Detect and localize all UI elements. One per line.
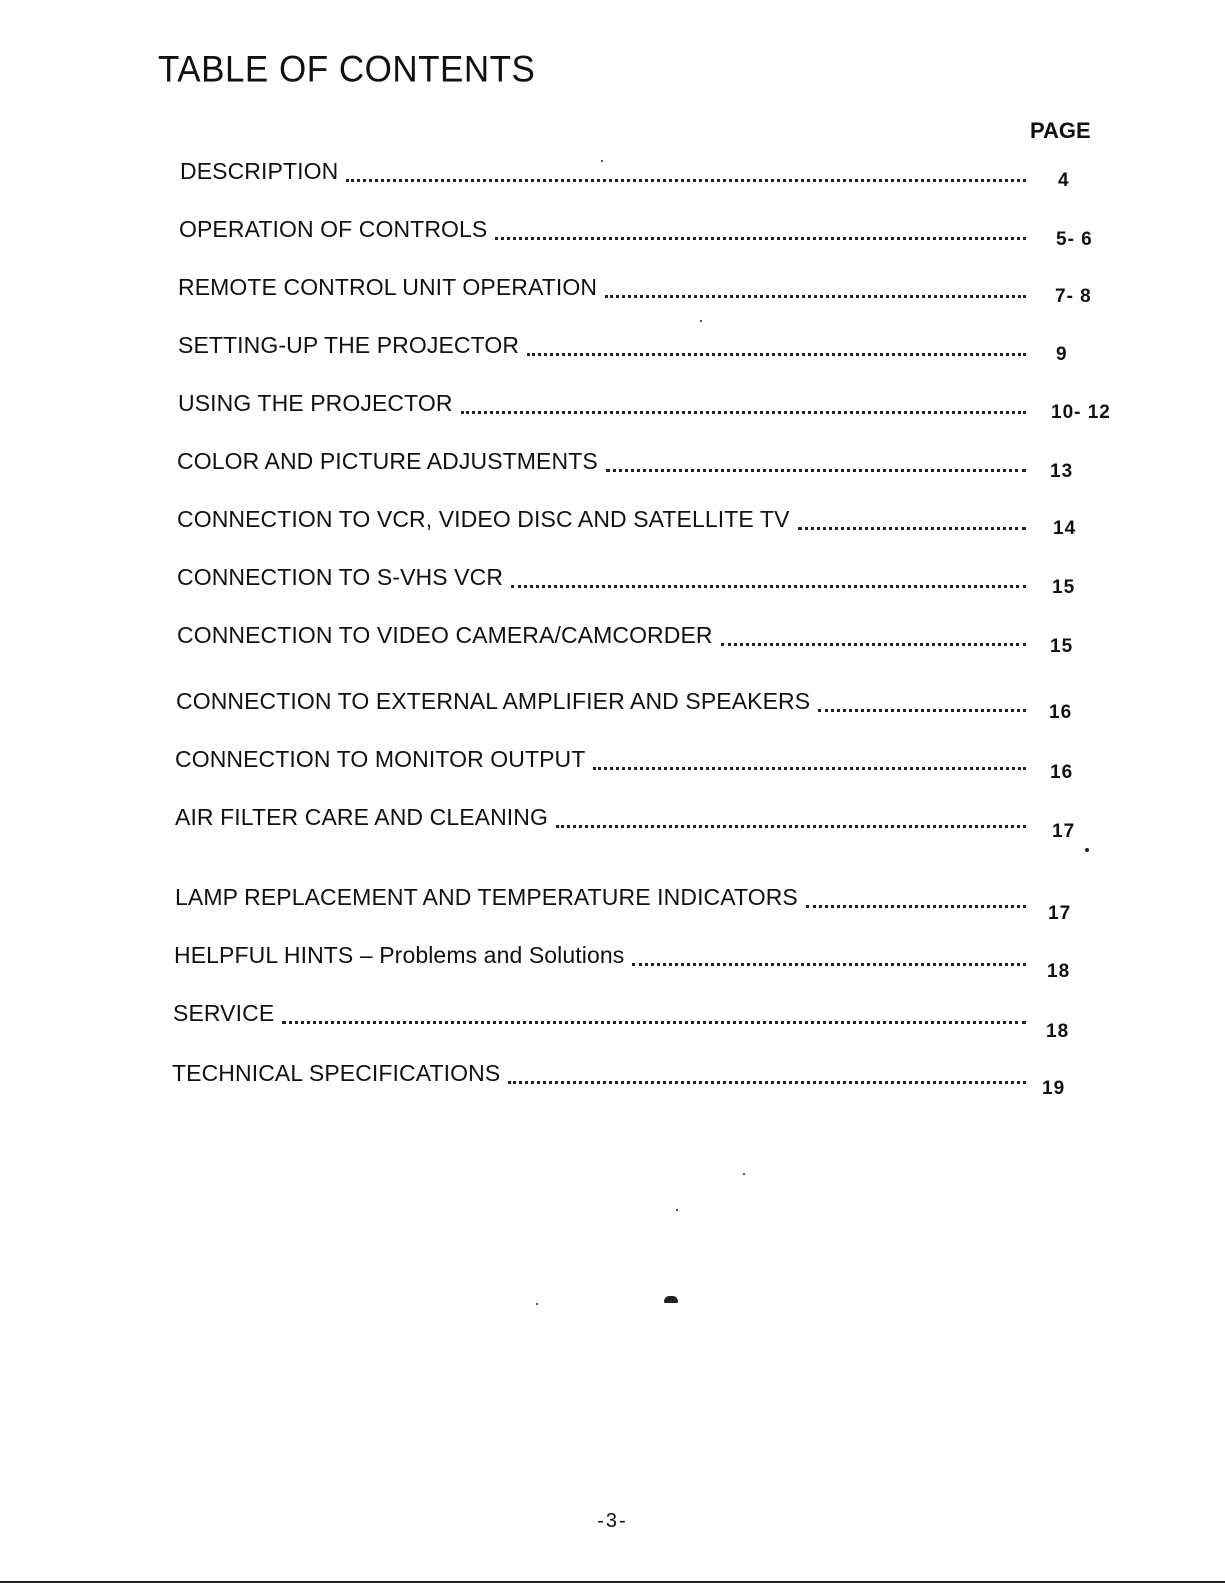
toc-page-number: 4 [1058,170,1070,191]
toc-entry [177,622,1032,652]
dot-leader [508,1079,1026,1084]
dot-leader [606,467,1026,472]
dot-leader [806,903,1026,908]
scan-speck [676,1209,678,1211]
toc-entry-label: HELPFUL HINTS – Problems and Solutions [174,942,625,968]
toc-entry [175,884,1032,914]
toc-entry-label: TECHNICAL SPECIFICATIONS [172,1060,501,1086]
dot-leader [346,177,1026,182]
toc-entry [174,942,1032,972]
scan-speck [700,320,702,322]
dot-leader [721,641,1026,646]
toc-page-number: 18 [1047,961,1071,982]
toc-entry-label: AIR FILTER CARE AND CLEANING [175,804,549,830]
toc-page-number: 17 [1048,903,1072,924]
toc-entry [178,274,1032,304]
toc-page-number: 9 [1056,344,1068,365]
toc-page-number: 16 [1050,762,1074,783]
page-title: TABLE OF CONTENTS [158,49,536,90]
dot-leader [605,293,1026,298]
toc-entry-label: DESCRIPTION [180,158,339,184]
toc-page-number: 7- 8 [1055,286,1092,307]
toc-entry-label: CONNECTION TO VIDEO CAMERA/CAMCORDER [177,622,713,648]
toc-entry [179,216,1032,246]
toc-entry [178,390,1032,420]
dot-leader [461,409,1026,414]
dot-leader [511,583,1026,588]
dot-leader [282,1019,1026,1024]
toc-entry [178,332,1032,362]
toc-entry-label: SERVICE [173,1000,275,1026]
toc-entry-label: USING THE PROJECTOR [178,390,453,416]
toc-page-number: 16 [1049,702,1073,723]
toc-page-number: 10- 12 [1051,402,1111,423]
dot-leader [798,525,1026,530]
dot-leader [556,823,1026,828]
dot-leader [632,961,1026,966]
dot-leader [495,235,1026,240]
toc-entry-label: LAMP REPLACEMENT AND TEMPERATURE INDICATORS [175,884,798,910]
toc-entry-label: CONNECTION TO EXTERNAL AMPLIFIER AND SPEAKERS [176,688,811,714]
dot-leader [527,351,1026,356]
toc-page-number: 17 [1052,821,1076,842]
scan-speck [743,1173,745,1175]
toc-entry [176,688,1032,718]
toc-entry [177,506,1032,536]
toc-page-number: 18 [1046,1021,1070,1042]
toc-entry [177,448,1032,478]
page-column-header: PAGE [1030,118,1091,143]
toc-entry-label: CONNECTION TO VCR, VIDEO DISC AND SATELLITE TV [177,506,790,532]
toc-entry [177,564,1032,594]
toc-entry-label: CONNECTION TO MONITOR OUTPUT [175,746,586,772]
toc-page-number: 14 [1053,518,1077,539]
page-number-footer: -3- [597,1510,628,1532]
toc-page-number: 19 [1042,1078,1066,1099]
toc-entry-label: OPERATION OF CONTROLS [179,216,488,242]
toc-page-number: 5- 6 [1056,229,1093,250]
toc-entry-label: REMOTE CONTROL UNIT OPERATION [178,274,598,300]
toc-entry-label: SETTING-UP THE PROJECTOR [178,332,520,358]
toc-page-number: 13 [1050,461,1074,482]
toc-entry-label: COLOR AND PICTURE ADJUSTMENTS [177,448,598,474]
toc-entry [180,158,1032,188]
dot-leader [593,765,1026,770]
toc-entry [172,1060,1032,1090]
toc-entry-label: CONNECTION TO S-VHS VCR [177,564,504,590]
scan-speck [1085,848,1089,852]
scan-speck [664,1296,678,1303]
toc-page-number: 15 [1050,636,1074,657]
toc-page-number: 15 [1052,577,1076,598]
toc-entry [175,746,1032,776]
scan-speck [536,1303,538,1305]
scan-speck [601,160,603,162]
toc-entry [175,804,1032,834]
dot-leader [818,707,1026,712]
toc-entry [173,1000,1032,1030]
